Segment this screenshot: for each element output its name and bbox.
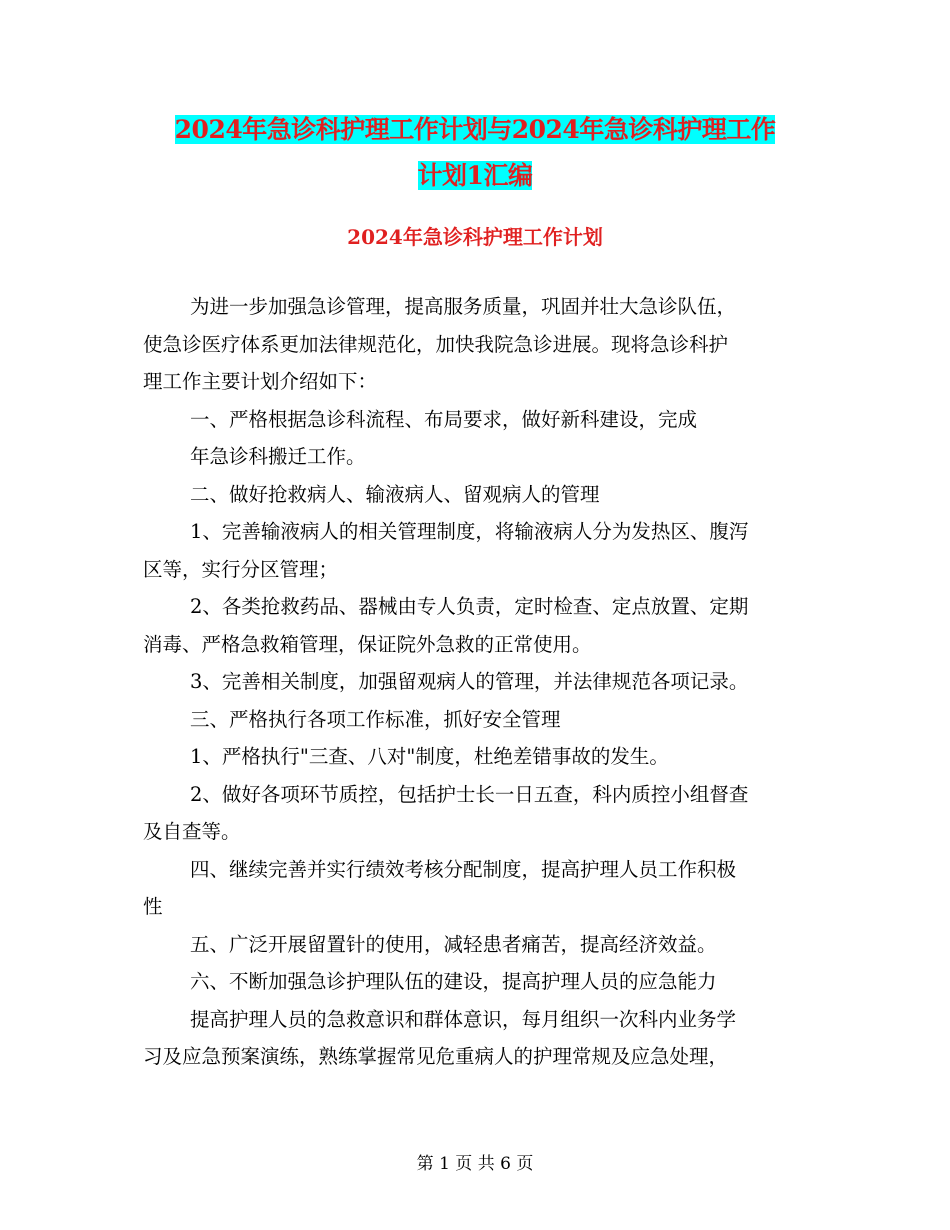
main-title-line-1 — [0, 108, 950, 152]
body-line: 年急诊科搬迁工作。 — [190, 445, 366, 468]
body-line: 习及应急预案演练，熟练掌握常见危重病人的护理常规及应急处理， — [143, 1045, 729, 1068]
body-line: 二、做好抢救病人、输液病人、留观病人的管理 — [190, 482, 600, 506]
section-title: 2024年急诊科护理工作计划 — [347, 225, 603, 249]
body-line: 四、继续完善并实行绩效考核分配制度，提高护理人员工作积极 — [190, 857, 737, 881]
page-footer: 第 1 页 共 6 页 — [416, 1154, 534, 1174]
body-line: 五、广泛开展留置针的使用，减轻患者痛苦，提高经济效益。 — [190, 932, 717, 956]
body-line: 使急诊医疗体系更加法律规范化，加快我院急诊进展。现将急诊科护 — [143, 332, 729, 356]
body-line: 1、严格执行"三查、八对"制度，杜绝差错事故的发生。 — [190, 745, 669, 768]
body-line: 三、严格执行各项工作标准，抓好安全管理 — [190, 707, 561, 731]
body-line: 区等，实行分区管理； — [143, 557, 339, 581]
body-line: 1、完善输液病人的相关管理制度，将输液病人分为发热区、腹泻 — [190, 520, 749, 543]
body-line: 3、完善相关制度，加强留观病人的管理，并法律规范各项记录。 — [190, 670, 749, 693]
main-title-line-2 — [0, 154, 950, 198]
body-line: 2、做好各项环节质控，包括护士长一日五查，科内质控小组督查 — [190, 782, 749, 806]
body-line: 六、不断加强急诊护理队伍的建设，提高护理人员的应急能力 — [190, 970, 717, 993]
body-line: 消毒、严格急救箱管理，保证院外急救的正常使用。 — [143, 632, 592, 656]
body-line: 2、各类抢救药品、器械由专人负责，定时检查、定点放置、定期 — [190, 595, 749, 618]
main-title-line-2-text: 计划1汇编 — [417, 161, 533, 190]
body-line: 为进一步加强急诊管理，提高服务质量，巩固并壮大急诊队伍， — [190, 295, 737, 318]
document-body — [143, 288, 813, 1076]
body-line: 及自查等。 — [143, 820, 241, 843]
body-line: 提高护理人员的急救意识和群体意识，每月组织一次科内业务学 — [190, 1007, 737, 1031]
main-title-line-1-text: 2024年急诊科护理工作计划与2024年急诊科护理工作 — [174, 115, 776, 144]
body-line: 性 — [143, 895, 163, 918]
body-line: 理工作主要计划介绍如下： — [143, 370, 378, 393]
body-line: 一、严格根据急诊科流程、布局要求，做好新科建设，完成 — [190, 407, 698, 431]
